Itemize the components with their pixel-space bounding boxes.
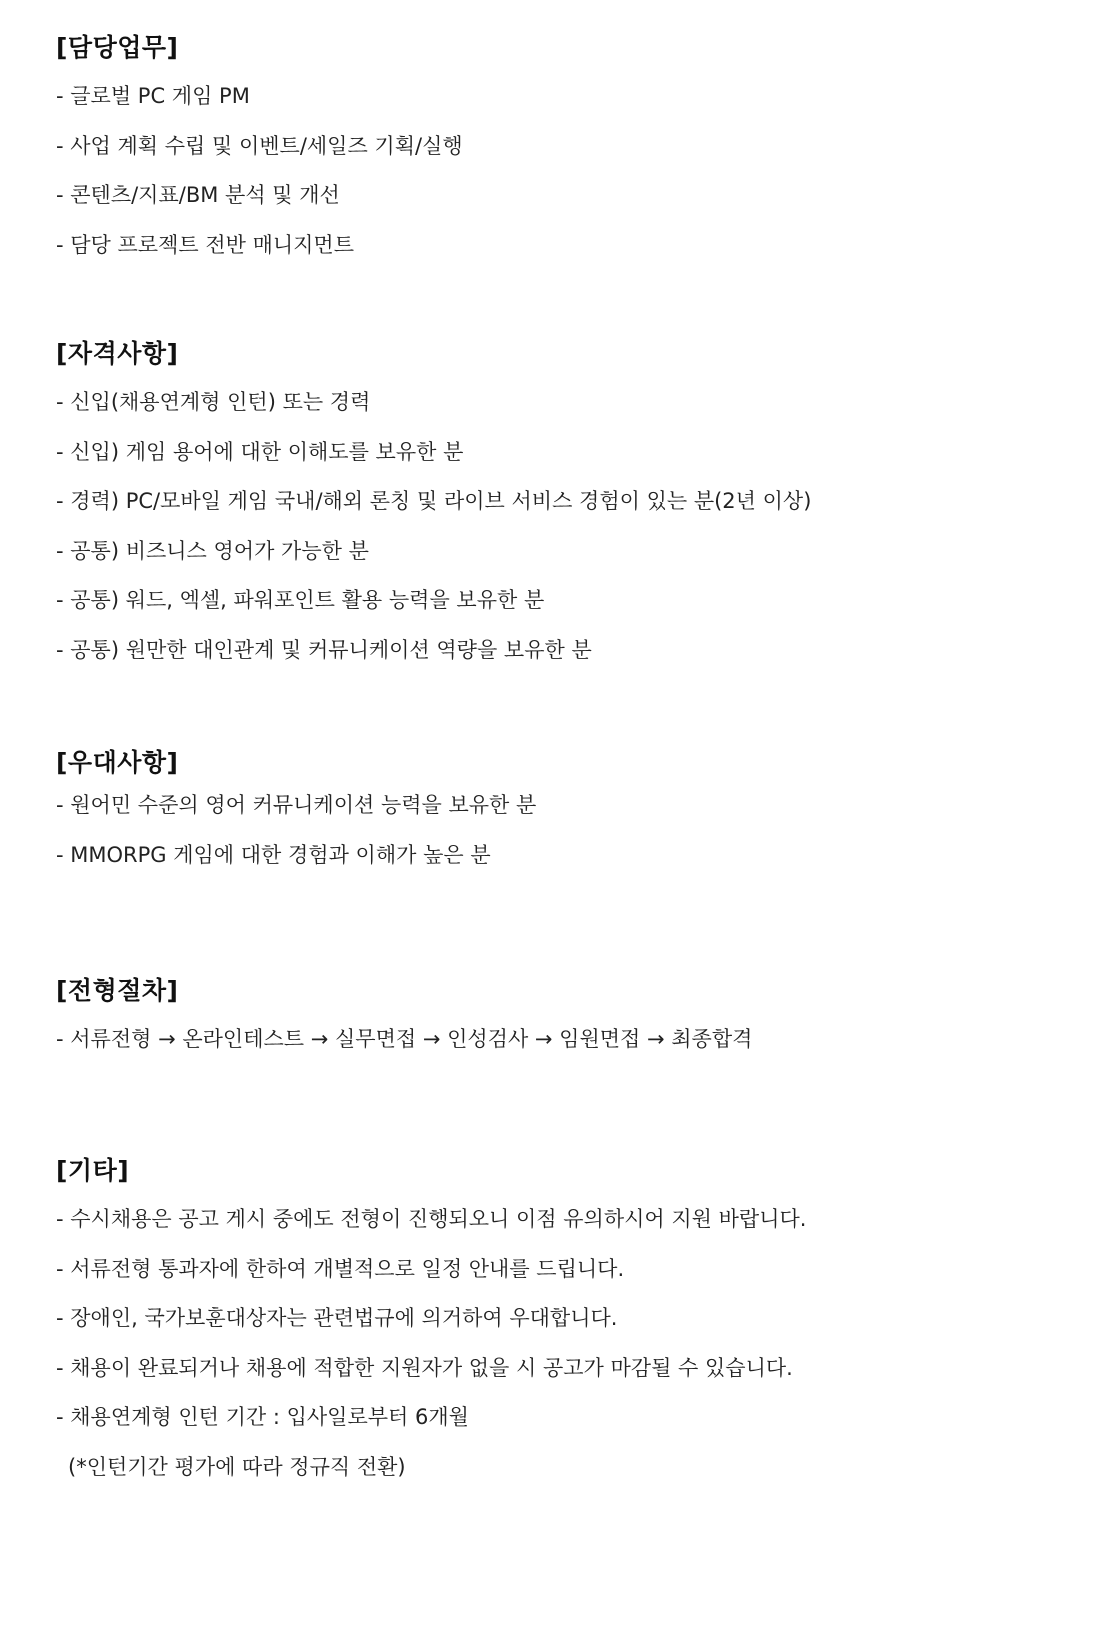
list-item: - 서류전형 통과자에 한하여 개별적으로 일정 안내를 드립니다.	[56, 1256, 625, 1281]
list-item-note: (*인턴기간 평가에 따라 정규직 전환)	[68, 1454, 406, 1479]
list-item: - 콘텐츠/지표/BM 분석 및 개선	[56, 183, 340, 207]
list-item: - 수시채용은 공고 게시 중에도 전형이 진행되오니 이점 유의하시어 지원 바랍니다.	[56, 1207, 807, 1231]
list-item: - 담당 프로젝트 전반 매니지먼트	[56, 232, 354, 257]
section-duties	[56, 30, 1077, 270]
list-item: - 사업 계획 수립 및 이벤트/세일즈 기획/실행	[56, 133, 463, 158]
list-item: - 신입) 게임 용어에 대한 이해도를 보유한 분	[56, 439, 464, 464]
list-item: - 장애인, 국가보훈대상자는 관련법규에 의거하여 우대합니다.	[56, 1306, 618, 1330]
section-title: [전형절차]	[56, 976, 179, 1005]
section-qualifications	[56, 336, 1077, 675]
section-hiring-process	[56, 973, 1077, 1065]
list-item: - 서류전형 → 온라인테스트 → 실무면접 → 인성검사 → 임원면접 → 최종합격	[56, 1027, 753, 1051]
section-other	[56, 1153, 1077, 1492]
list-item: - 공통) 워드, 엑셀, 파워포인트 활용 능력을 보유한 분	[56, 588, 545, 612]
section-preferences	[56, 745, 1077, 880]
list-item: - 글로벌 PC 게임 PM	[56, 84, 250, 108]
section-title: [우대사항]	[56, 748, 179, 777]
list-item: - 채용이 완료되거나 채용에 적합한 지원자가 없을 시 공고가 마감될 수 있습니다.	[56, 1355, 793, 1380]
section-title: [기타]	[56, 1156, 130, 1185]
list-item: - MMORPG 게임에 대한 경험과 이해가 높은 분	[56, 842, 491, 867]
list-item: - 공통) 원만한 대인관계 및 커뮤니케이션 역량을 보유한 분	[56, 637, 592, 662]
list-item: - 원어민 수준의 영어 커뮤니케이션 능력을 보유한 분	[56, 793, 537, 817]
list-item: - 신입(채용연계형 인턴) 또는 경력	[56, 390, 371, 414]
section-title: [자격사항]	[56, 339, 179, 368]
section-title: [담당업무]	[56, 33, 179, 62]
list-item: - 경력) PC/모바일 게임 국내/해외 론칭 및 라이브 서비스 경험이 있는 분(2년 이상)	[56, 489, 812, 513]
list-item: - 공통) 비즈니스 영어가 가능한 분	[56, 538, 369, 563]
list-item: - 채용연계형 인턴 기간 : 입사일로부터 6개월	[56, 1405, 469, 1429]
